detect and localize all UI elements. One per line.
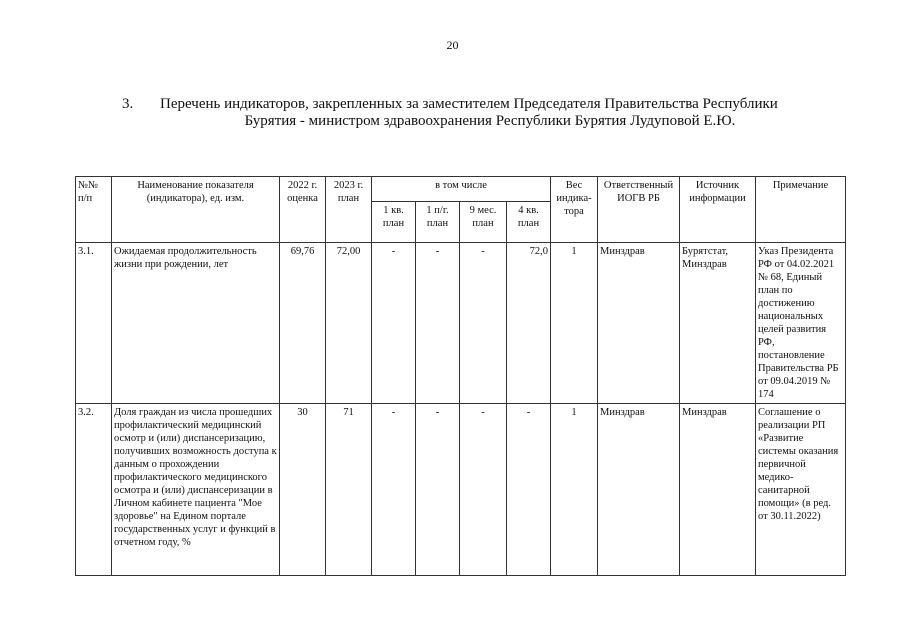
row-2022: 30 [280,404,326,576]
row-weight: 1 [551,243,598,404]
row-source: Бурятстат, Минздрав [680,243,756,404]
row-h1: - [416,243,460,404]
row-source: Минздрав [680,404,756,576]
header-9m: 9 мес. план [460,202,507,243]
row-9m: - [460,243,507,404]
row-9m: - [460,404,507,576]
row-note: Указ Президента РФ от 04.02.2021 № 68, Единый план по достижению национальных целей развития РФ, постановление Правительства РБ от 09.04.2019 № 174 [756,243,846,404]
header-responsible: Ответственный ИОГВ РБ [598,177,680,243]
row-name: Доля граждан из числа прошедших профилактический медицинский осмотр и (или) диспансеризацию, получивших возможность доступа к данным о прохождении профилактического медицинского осмотра и (или) диспансеризации в Личном кабинете пациента "Мое здоровье" на Едином портале государственных услуг и функций в отчетном году, % [112,404,280,576]
row-2022: 69,76 [280,243,326,404]
row-2023: 72,00 [326,243,372,404]
row-q4: - [507,404,551,576]
row-num: 3.2. [76,404,112,576]
row-q1: - [372,243,416,404]
row-num: 3.1. [76,243,112,404]
header-including: в том числе [372,177,551,202]
page-number: 20 [446,38,459,52]
section-number: 3. [122,96,134,112]
header-source: Источник информации [680,177,756,243]
header-weight: Вес индика- тора [551,177,598,243]
row-note: Соглашение о реализации РП «Развитие системы оказания первичной медико-санитарной помощи» (в ред. от 30.11.2022) [756,404,846,576]
header-2023: 2023 г. план [326,177,372,243]
row-responsible: Минздрав [598,243,680,404]
header-q1: 1 кв. план [372,202,416,243]
header-q4: 4 кв. план [507,202,551,243]
row-weight: 1 [551,404,598,576]
heading-line-1: Перечень индикаторов, закрепленных за заместителем Председателя Правительства Республики [160,96,778,112]
header-2022: 2022 г. оценка [280,177,326,243]
heading-line-2: Бурятия - министром здравоохранения Республики Бурятия Лудуповой Е.Ю. [244,113,736,129]
row-q1: - [372,404,416,576]
header-h1: 1 п/г. план [416,202,460,243]
header-name: Наименование показателя (индикатора), ед. изм. [112,177,280,243]
header-note: Примечание [756,177,846,243]
row-2023: 71 [326,404,372,576]
row-h1: - [416,404,460,576]
table-row [76,404,846,576]
row-responsible: Минздрав [598,404,680,576]
row-name: Ожидаемая продолжительность жизни при рождении, лет [112,243,280,404]
table-row [76,243,846,404]
indicators-table [75,176,846,576]
table-header-row [76,177,846,202]
header-num: №№ п/п [76,177,112,243]
row-q4: 72,0 [507,243,551,404]
